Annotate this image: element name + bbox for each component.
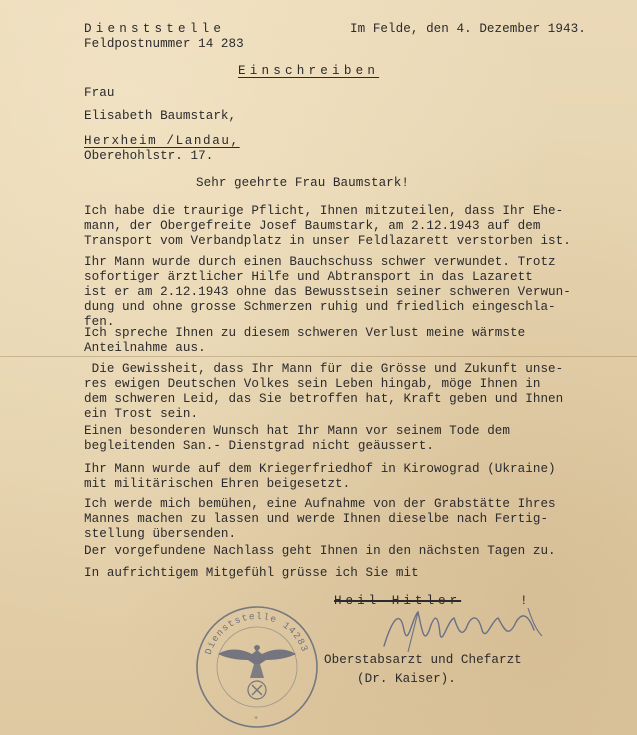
body-line: Transport vom Verbandplatz in unser Feldlazarett verstorben ist.: [84, 234, 571, 248]
body-line: fen.: [84, 315, 115, 329]
header-fieldpost: Feldpostnummer 14 283: [84, 37, 244, 51]
closing-struck: Heil Hitler: [334, 594, 462, 608]
body-line: ein Trost sein.: [84, 407, 199, 421]
recipient-salutation: Frau: [84, 86, 115, 100]
closing-mark: !: [520, 594, 528, 608]
body-line: Ihr Mann wurde auf dem Kriegerfriedhof in Kirowograd (Ukraine): [84, 462, 556, 476]
body-line: Mannes machen zu lassen und werde Ihnen dieselbe nach Fertig-: [84, 512, 549, 526]
signatory-name: (Dr. Kaiser).: [357, 672, 456, 686]
body-line: dem schweren Leid, das Sie betroffen hat, Kraft geben und Ihnen: [84, 392, 564, 406]
body-line: dung und ohne grosse Schmerzen ruhig und friedlich eingeschla-: [84, 300, 556, 314]
paper-fold-line: [0, 356, 637, 357]
body-line: Ich habe die traurige Pflicht, Ihnen mitzuteilen, dass Ihr Ehe-: [84, 204, 564, 218]
header-place-date: Im Felde, den 4. Dezember 1943.: [350, 22, 586, 36]
recipient-name: Elisabeth Baumstark,: [84, 109, 237, 123]
body-line: Einen besonderen Wunsch hat Ihr Mann vor seinem Tode dem: [84, 424, 511, 438]
body-line: ist er am 2.12.1943 ohne das Bewusstsein seiner schweren Verwun-: [84, 285, 571, 299]
greeting: Sehr geehrte Frau Baumstark!: [196, 176, 410, 190]
body-line: sofortiger ärztlicher Hilfe und Abtransport in das Lazarett: [84, 270, 533, 284]
signatory-title: Oberstabsarzt und Chefarzt: [324, 653, 522, 667]
body-line: res ewigen Deutschen Volkes sein Leben hingab, möge Ihnen in: [84, 377, 541, 391]
body-line: mit militärischen Ehren beigesetzt.: [84, 477, 351, 491]
body-line: mann, der Obergefreite Josef Baumstark, am 2.12.1943 auf dem: [84, 219, 541, 233]
body-line: Anteilnahme aus.: [84, 341, 206, 355]
handwritten-signature: [378, 600, 548, 660]
recipient-town: Herxheim /Landau,: [84, 134, 240, 148]
official-stamp: [194, 604, 320, 730]
body-line: Der vorgefundene Nachlass geht Ihnen in den nächsten Tagen zu.: [84, 544, 556, 558]
stamp-text: Dienststelle 14283: [202, 610, 311, 657]
body-line: stellung übersenden.: [84, 527, 237, 541]
recipient-street: Oberehohlstr. 17.: [84, 149, 214, 163]
body-line: Ihr Mann wurde durch einen Bauchschuss schwer verwundet. Trotz: [84, 255, 556, 269]
body-line: Ich werde mich bemühen, eine Aufnahme von der Grabstätte Ihres: [84, 497, 556, 511]
body-line: Ich spreche Ihnen zu diesem schweren Verlust meine wärmste: [84, 326, 526, 340]
eagle-emblem-icon: [218, 645, 296, 722]
svg-text:+: +: [254, 715, 259, 722]
body-line: begleitenden San.- Dienstgrad nicht geäussert.: [84, 439, 434, 453]
body-line: In aufrichtigem Mitgefühl grüsse ich Sie mit: [84, 566, 419, 580]
body-line: Die Gewissheit, dass Ihr Mann für die Grösse und Zukunft unse-: [84, 362, 564, 376]
header-office: Dienststelle: [84, 22, 226, 36]
letter-subject: Einschreiben: [238, 64, 380, 78]
